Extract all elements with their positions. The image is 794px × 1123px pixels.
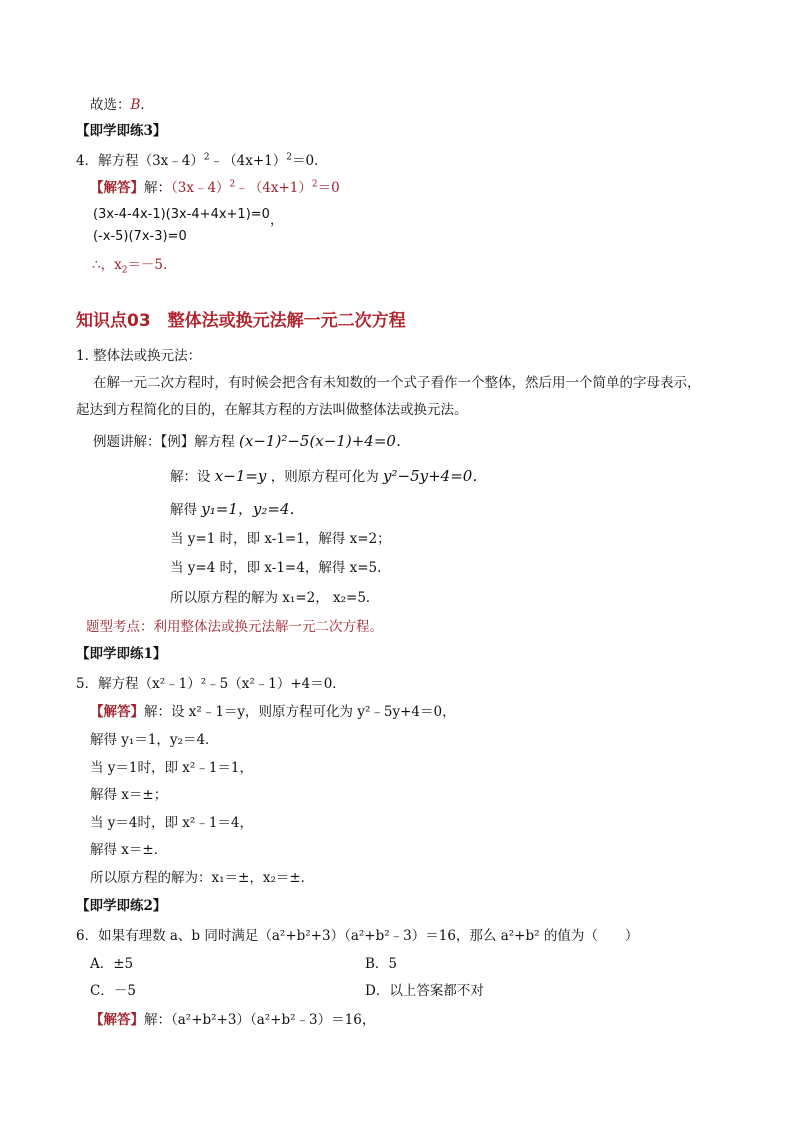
- answer-tag: 【解答】: [90, 704, 144, 720]
- answer-value: B: [130, 97, 141, 113]
- q4-step2: (3x-4-4x-1)(3x-4+4x+1)=0: [93, 207, 270, 222]
- section-heading: 知识点03 整体法或换元法解一元二次方程: [76, 311, 406, 331]
- q5-ans-1: 解：设 x²﹣1＝y，则原方程可化为 y²﹣5y+4＝0，: [144, 704, 456, 720]
- q4-conclusion-a: ∴，x: [92, 257, 122, 273]
- q6-ans-1: 解：（a²+b²+3）（a²+b²﹣3）＝16，: [144, 1012, 376, 1028]
- method-paragraph-2: 起达到方程简化的目的，在解其方程的方法叫做整体法或换元法。: [76, 402, 468, 418]
- q6-answer-line1: [90, 1011, 375, 1029]
- method-paragraph-1: 在解一元二次方程时，有时候会把含有未知数的一个式子看作一个整体，然后用一个简单的字母表示，: [93, 375, 701, 391]
- step1-eq: y²−5y+4=0．: [383, 467, 488, 485]
- q4-part2: ﹣（4x+1）: [209, 153, 287, 169]
- method-heading: 1. 整体法或换元法：: [76, 348, 202, 364]
- option-b: B．5: [365, 956, 398, 972]
- answer-label: 故选：: [90, 97, 131, 113]
- example-step-5: 所以原方程的解为 x₁=2， x₂=5．: [170, 590, 380, 606]
- option-c: C．－5: [90, 983, 136, 999]
- q5-answer-line5: 当 y＝4时，即 x²﹣1＝4，: [90, 815, 254, 831]
- q4-answer-line3: (-x-5)(7x-3)=0: [93, 229, 187, 244]
- answer-tail: ．: [140, 97, 154, 113]
- q4-answer-line4: ∴，$x_2=-5$．: [92, 257, 177, 276]
- answer-tag: 【解答】: [90, 180, 144, 196]
- example-line: [93, 432, 411, 451]
- answer-choice-line: [90, 96, 154, 114]
- q5-answer-line6: 解得 x＝±．: [90, 842, 168, 858]
- q5-answer-line4: 解得 x＝±；: [90, 787, 168, 803]
- step1-sub: x−1=y: [214, 467, 267, 485]
- q5-answer-line2: 解得 y₁＝1，y₂＝4．: [90, 732, 219, 748]
- step1-a: 解：设: [170, 469, 211, 485]
- q5-answer-line3: 当 y＝1时，即 x²﹣1＝1，: [90, 760, 254, 776]
- example-step-4: 当 y=4 时，即 x-1=4，解得 x=5．: [170, 560, 391, 576]
- step2-roots: y₁=1，y₂=4．: [201, 500, 305, 518]
- q4-step2-tail: ，: [269, 213, 283, 228]
- step2-a: 解得: [170, 502, 197, 518]
- practice-2-title: 【即学即练2】: [76, 898, 167, 914]
- q4-ans-expr2: ﹣（4x+1）: [235, 180, 312, 196]
- q4-part3: ＝0．: [291, 153, 328, 169]
- example-step-1: [170, 467, 487, 486]
- q4-part1: 4．解方程（3x﹣4）: [76, 153, 204, 169]
- q5-answer-line1: [90, 703, 456, 721]
- question-6: 6．如果有理数 a、b 同时满足（a²+b²+3）（a²+b²﹣3）＝16，那么 a²+b² 的值为（ ）: [76, 928, 639, 944]
- practice-1-title: 【即学即练1】: [76, 646, 167, 662]
- example-equation: (x−1)²−5(x−1)+4=0．: [239, 432, 411, 450]
- example-step-2: [170, 500, 305, 519]
- q4-answer-line2: [93, 206, 283, 228]
- q5-answer-line7: 所以原方程的解为：x₁＝±，x₂＝±．: [90, 870, 315, 886]
- q4-answer-line1: 【解答】解：$(3x﹣4)^2﹣(4x+1)^2=0$: [90, 179, 340, 196]
- option-d: D．以上答案都不对: [365, 983, 484, 999]
- question-4: 4．解方程$(3x﹣4)^2﹣(4x+1)^2=0$．: [76, 152, 328, 169]
- practice-3-title: 【即学即练3】: [76, 123, 167, 139]
- answer-tag: 【解答】: [90, 1012, 144, 1028]
- option-a: A．±5: [90, 956, 134, 972]
- q4-ans-expr3: ＝0: [317, 180, 340, 196]
- step1-c: ，则原方程可化为: [270, 469, 379, 485]
- topic-line: 题型考点：利用整体法或换元法解一元二次方程。: [86, 619, 383, 635]
- question-5: 5．解方程（x²﹣1）²﹣5（x²﹣1）+4＝0．: [76, 676, 346, 692]
- example-step-3: 当 y=1 时，即 x-1=1，解得 x=2；: [170, 531, 391, 547]
- example-label: 例题讲解：【例】解方程: [93, 434, 235, 450]
- q4-ans-expr1: （3x﹣4）: [171, 180, 230, 196]
- answer-prefix: 解：: [144, 180, 171, 196]
- q4-conclusion-b: ＝－5．: [127, 257, 177, 273]
